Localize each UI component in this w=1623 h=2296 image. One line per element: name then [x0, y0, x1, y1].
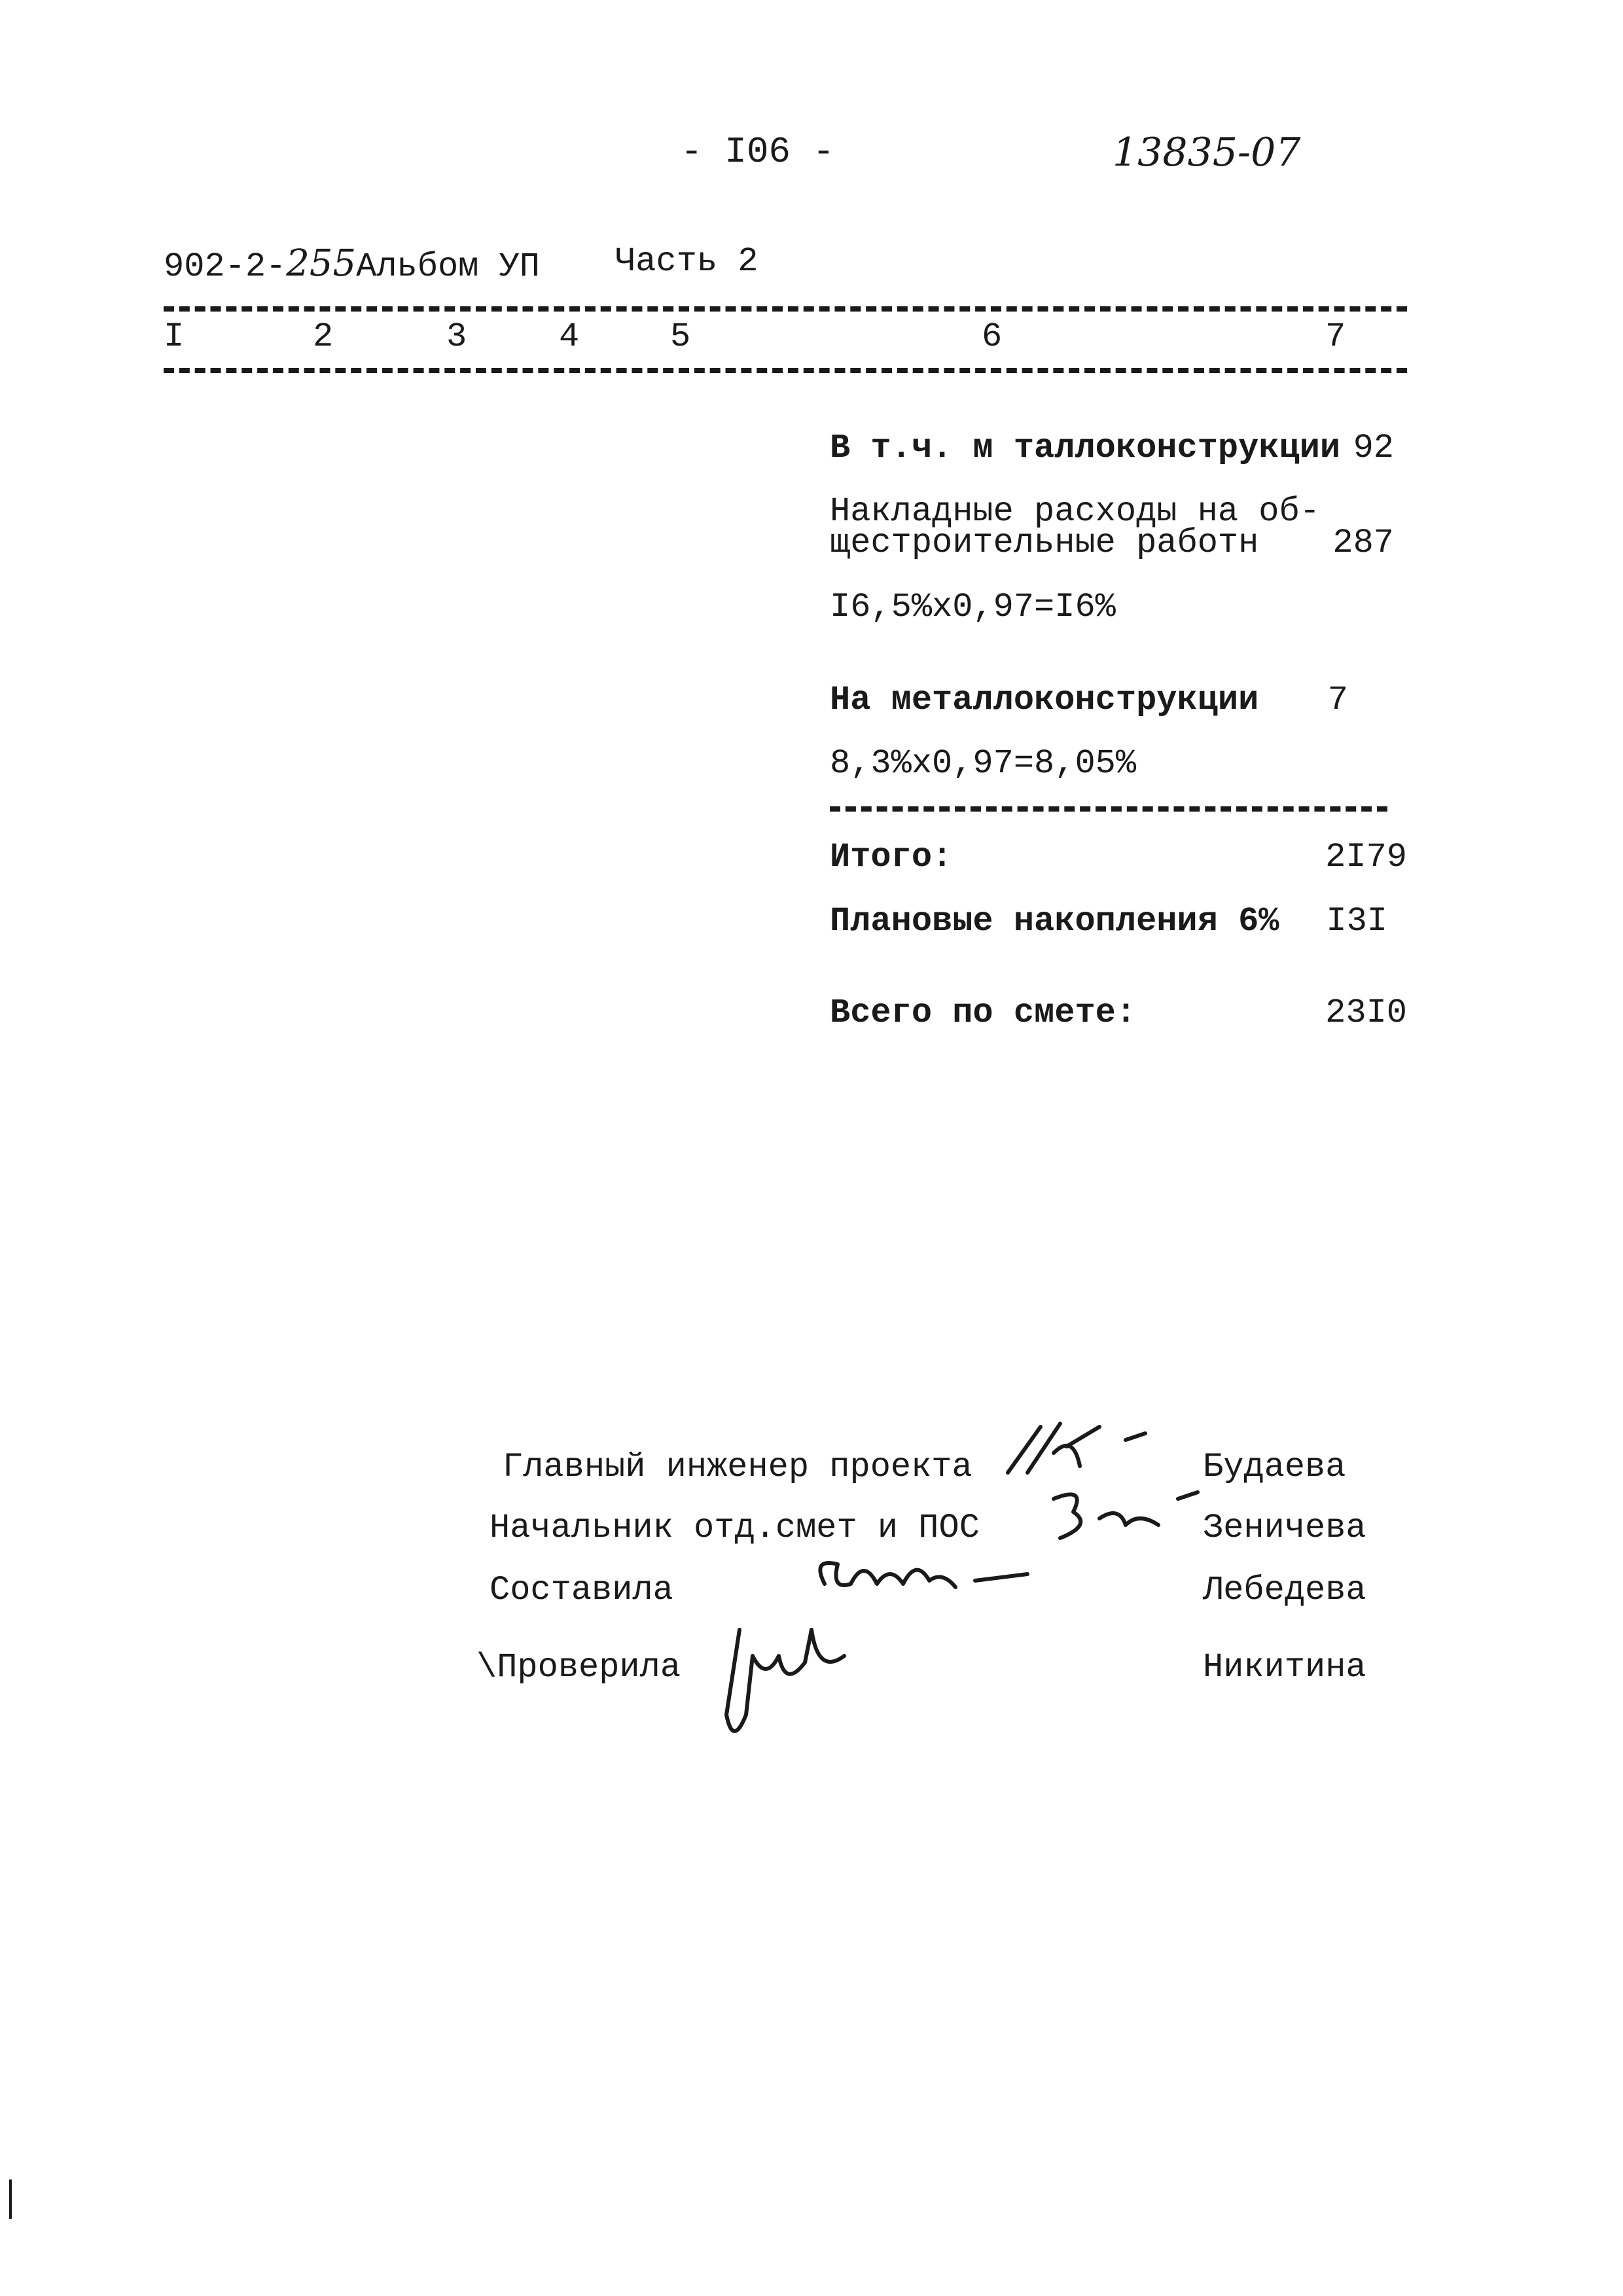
total-label: Всего по смете: — [830, 994, 1137, 1032]
document-code: 13835-07 — [1113, 130, 1301, 175]
signature-name: Никитина — [1203, 1648, 1366, 1687]
row-text: На металлоконструкции — [830, 681, 1259, 719]
totals-rule — [830, 806, 1387, 812]
page-number: - I06 - — [681, 131, 835, 173]
row-value: 92 — [1353, 429, 1394, 467]
row-text: Накладные расходы на об- — [830, 492, 1320, 531]
column-number: 2 — [313, 317, 334, 356]
signature-name: Будаева — [1203, 1448, 1346, 1486]
album-label: Альбом УП — [356, 247, 540, 286]
signature-name: Лебедева — [1203, 1571, 1366, 1609]
project-number: 255 — [286, 242, 357, 285]
column-number: 4 — [559, 317, 580, 356]
row-value: 7 — [1327, 681, 1348, 719]
column-number: I — [164, 317, 185, 356]
signature-role: Начальник отд.смет и ПОС — [490, 1509, 980, 1547]
total-label: Плановые накопления 6% — [830, 902, 1279, 941]
project-header — [164, 242, 540, 286]
signature-role: Составила — [490, 1571, 673, 1609]
total-value: 2I79 — [1325, 838, 1407, 876]
row-text: I6,5%x0,97=I6% — [830, 588, 1116, 626]
row-value: 287 — [1332, 524, 1394, 562]
part-label: Часть 2 — [615, 242, 758, 281]
signature-role: \Проверила — [476, 1648, 681, 1687]
signature-name: Зеничева — [1203, 1509, 1366, 1547]
signature-mark-compiler — [805, 1545, 1041, 1623]
total-label: Итого: — [830, 838, 953, 876]
column-number: 7 — [1325, 317, 1346, 356]
row-text: В т.ч. м таллоконструкции — [830, 429, 1341, 467]
header-top-rule — [164, 306, 1407, 312]
signature-mark-chief-engineer — [995, 1407, 1191, 1492]
column-number: 3 — [446, 317, 467, 356]
total-value: I3I — [1326, 902, 1387, 941]
row-text: щестроительные работн — [830, 524, 1259, 562]
signature-mark-checker — [713, 1617, 870, 1754]
row-text: 8,3%x0,97=8,05% — [830, 744, 1137, 783]
margin-mark — [9, 2179, 12, 2219]
header-bottom-rule — [164, 368, 1407, 373]
signature-mark-department-head — [1047, 1486, 1243, 1551]
column-number: 5 — [670, 317, 691, 356]
column-number: 6 — [982, 317, 1003, 356]
project-prefix: 902-2- — [164, 247, 287, 286]
signature-role: Главный инженер проекта — [503, 1448, 972, 1486]
total-value: 23I0 — [1325, 994, 1407, 1032]
